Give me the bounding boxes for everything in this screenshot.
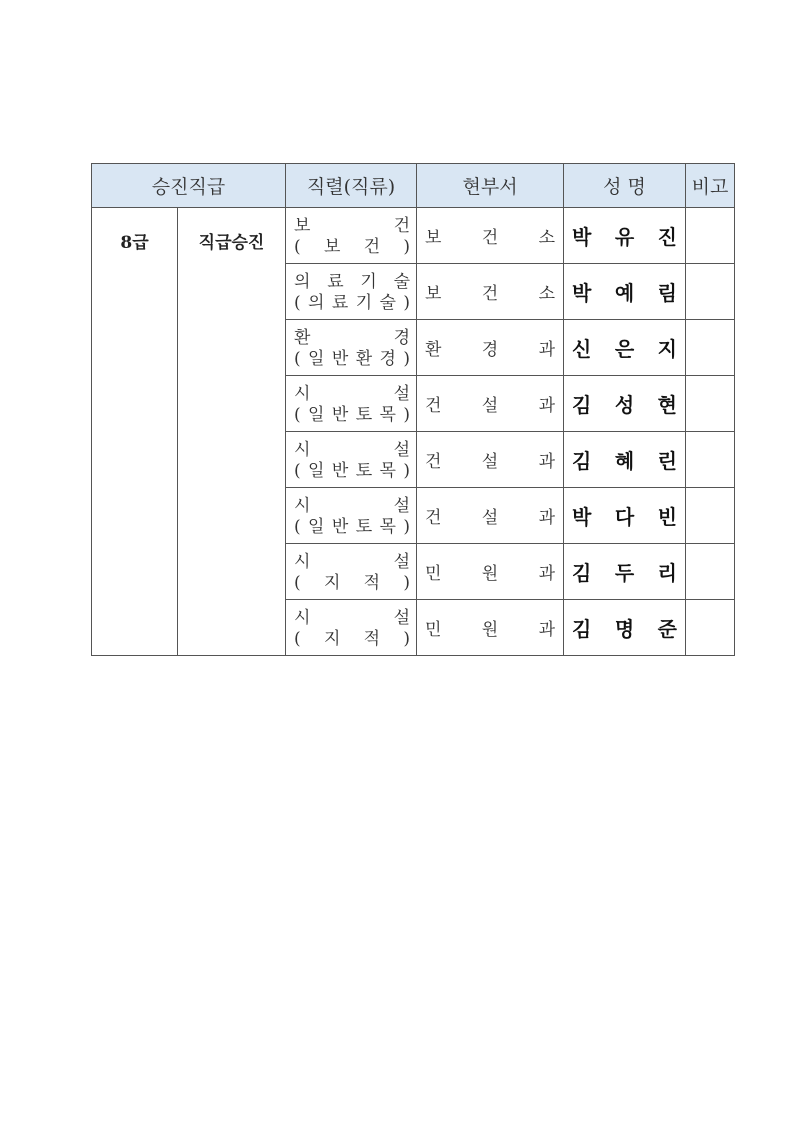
department-cell [417,544,564,600]
name-text [572,221,677,250]
department-text-char: 보 [425,228,442,248]
series-cell [286,208,417,264]
series-cell [286,488,417,544]
series-sub-line-char: 목 [379,516,396,537]
series-sub-line-char: ) [403,516,410,537]
name-text [572,277,677,306]
header-department: 현부서 [417,164,564,208]
name-text-char: 빈 [657,505,677,529]
name-cell [564,376,686,432]
series-cell [286,320,417,376]
header-series: 직렬(직류) [286,164,417,208]
series-line-char: 보 [294,215,311,236]
series-sub-line-char: ) [403,572,411,593]
table-row [92,208,735,264]
department-text-char: 과 [538,564,556,584]
name-cell [564,544,686,600]
name-text-char: 명 [614,617,635,641]
series-sub-line [294,629,410,650]
department-text [425,391,555,416]
name-text-char: 다 [614,505,635,529]
name-text-char: 김 [572,449,592,473]
name-text-char: 린 [657,449,677,473]
name-text-char: 진 [657,225,677,249]
name-text-char: 김 [572,561,592,585]
department-text-char: 건 [425,452,442,472]
series-sub-line-char: ( [294,292,301,313]
remark-cell [686,208,735,264]
series-sub-line-char: ( [294,628,301,649]
series-sub-line-char: 일 [308,348,325,369]
department-text-char: 건 [481,284,499,304]
name-text [572,445,677,474]
series-sub-line-char: 료 [331,292,349,313]
series-sub-line-char: 일 [308,516,325,537]
series-sub-line-char: 기 [355,292,373,313]
name-text-char: 두 [614,561,635,585]
series-line-char: 기 [360,271,377,292]
series-cell [286,600,417,656]
department-text-char: 건 [481,228,499,248]
series-line [294,552,410,573]
name-text-char: 준 [657,617,677,641]
series-sub-line-char: ) [403,404,410,425]
department-text-char: 원 [481,620,499,640]
department-cell [417,488,564,544]
department-text-char: 경 [481,340,499,360]
series-line [294,384,410,405]
name-text-char: 성 [614,393,635,417]
department-text-char: 민 [425,564,442,584]
table-body [92,208,735,656]
series-line-char: 설 [393,607,411,628]
series-line-char: 경 [393,327,411,348]
series-sub-line-char: ( [294,516,301,537]
department-text-char: 과 [538,508,556,528]
series-line-char: 건 [393,215,411,236]
series-line [294,216,410,237]
series-sub-line [294,293,410,314]
series-sub-line [294,349,410,370]
name-text-char: 은 [614,337,635,361]
department-text-char: 설 [481,508,499,528]
name-text [572,613,677,642]
series-sub-line-char: 경 [379,348,396,369]
department-text-char: 설 [481,396,499,416]
name-text-char: 김 [572,393,592,417]
remark-cell [686,320,735,376]
department-text [425,279,555,304]
series-line [294,608,410,629]
name-cell [564,320,686,376]
series-sub-line [294,461,410,482]
series-sub-line-char: 지 [323,628,341,649]
department-cell [417,432,564,488]
series-sub-line-char: 목 [379,460,396,481]
series-sub-line-char: ) [403,292,410,313]
series-cell [286,376,417,432]
series-line [294,496,410,517]
remark-cell [686,600,735,656]
series-sub-line-char: 의 [308,292,325,313]
series-sub-line [294,237,410,258]
remark-cell [686,544,735,600]
name-text [572,389,677,418]
department-cell [417,320,564,376]
department-cell [417,264,564,320]
name-text [572,557,677,586]
series-sub-line-char: 일 [308,404,325,425]
series-line-char: 설 [393,439,411,460]
department-text-char: 보 [425,284,442,304]
series-sub-line-char: 술 [379,292,396,313]
series-cell [286,544,417,600]
series-sub-line-char: 건 [363,236,381,257]
series-cell [286,264,417,320]
department-text-char: 과 [538,396,556,416]
series-line [294,328,410,349]
series-sub-line [294,405,410,426]
name-cell [564,264,686,320]
name-text-char: 림 [657,281,677,305]
series-sub-line-char: ) [403,236,411,257]
series-line [294,440,410,461]
series-sub-line-char: 적 [363,628,381,649]
department-text [425,223,555,248]
name-text-char: 현 [657,393,677,417]
department-text-char: 환 [425,340,442,360]
name-text-char: 유 [614,225,635,249]
department-text-char: 원 [481,564,499,584]
series-sub-line-char: ) [403,628,411,649]
grade-cell [92,208,178,656]
name-cell [564,600,686,656]
series-line-char: 시 [294,383,311,404]
department-text [425,559,555,584]
series-line-char: 시 [294,495,311,516]
series-sub-line-char: ( [294,460,301,481]
name-text-char: 김 [572,617,592,641]
series-line-char: 료 [327,271,344,292]
name-text-char: 예 [614,281,635,305]
department-text [425,335,555,360]
name-text [572,333,677,362]
series-line [294,272,410,293]
department-text-char: 건 [425,508,442,528]
promotion-type-cell [178,208,286,656]
header-remark: 비고 [686,164,735,208]
name-cell [564,488,686,544]
department-text [425,615,555,640]
series-sub-line-char: ) [403,460,410,481]
header-name: 성 명 [564,164,686,208]
department-text-char: 소 [538,228,556,248]
name-text-char: 박 [572,505,592,529]
series-sub-line-char: ) [403,348,410,369]
department-text [425,503,555,528]
header-row [92,164,735,208]
department-text-char: 과 [538,452,556,472]
series-line-char: 설 [393,495,411,516]
series-line-char: 술 [393,271,411,292]
department-cell [417,376,564,432]
series-line-char: 환 [294,327,311,348]
series-sub-line-char: 반 [331,516,349,537]
series-sub-line-char: 반 [331,348,349,369]
series-sub-line [294,573,410,594]
series-sub-line [294,517,410,538]
remark-cell [686,376,735,432]
series-sub-line-char: 일 [308,460,325,481]
name-text-char: 혜 [614,449,635,473]
series-sub-line-char: 토 [355,404,373,425]
series-sub-line-char: 반 [331,460,349,481]
series-sub-line-char: 환 [355,348,373,369]
series-line-char: 시 [294,439,311,460]
series-sub-line-char: ( [294,236,301,257]
promotion-table [91,163,735,656]
department-text-char: 민 [425,620,442,640]
series-sub-line-char: 목 [379,404,396,425]
header-grade-type: 승진직급 [92,164,286,208]
series-sub-line-char: 토 [355,460,373,481]
series-sub-line-char: 지 [323,572,341,593]
series-sub-line-char: ( [294,348,301,369]
series-line-char: 의 [294,271,311,292]
series-sub-line-char: ( [294,572,301,593]
name-cell [564,432,686,488]
series-line-char: 설 [393,551,411,572]
series-sub-line-char: 적 [363,572,381,593]
department-text [425,447,555,472]
series-sub-line-char: 보 [323,236,341,257]
name-text-char: 지 [657,337,677,361]
department-text-char: 건 [425,396,442,416]
department-text-char: 과 [538,340,556,360]
remark-cell [686,488,735,544]
series-line-char: 설 [393,383,411,404]
promotion-type-text: 직급승진 [198,233,265,253]
department-text-char: 설 [481,452,499,472]
series-line-char: 시 [294,551,311,572]
name-text-char: 리 [657,561,677,585]
department-cell [417,600,564,656]
grade-text: 8급 [120,233,149,253]
remark-cell [686,432,735,488]
remark-cell [686,264,735,320]
series-sub-line-char: 토 [355,516,373,537]
name-cell [564,208,686,264]
series-cell [286,432,417,488]
name-text-char: 박 [572,225,592,249]
department-text-char: 소 [538,284,556,304]
series-sub-line-char: ( [294,404,301,425]
series-sub-line-char: 반 [331,404,349,425]
department-cell [417,208,564,264]
series-line-char: 시 [294,607,311,628]
department-text-char: 과 [538,620,556,640]
name-text-char: 박 [572,281,592,305]
name-text [572,501,677,530]
name-text-char: 신 [572,337,592,361]
